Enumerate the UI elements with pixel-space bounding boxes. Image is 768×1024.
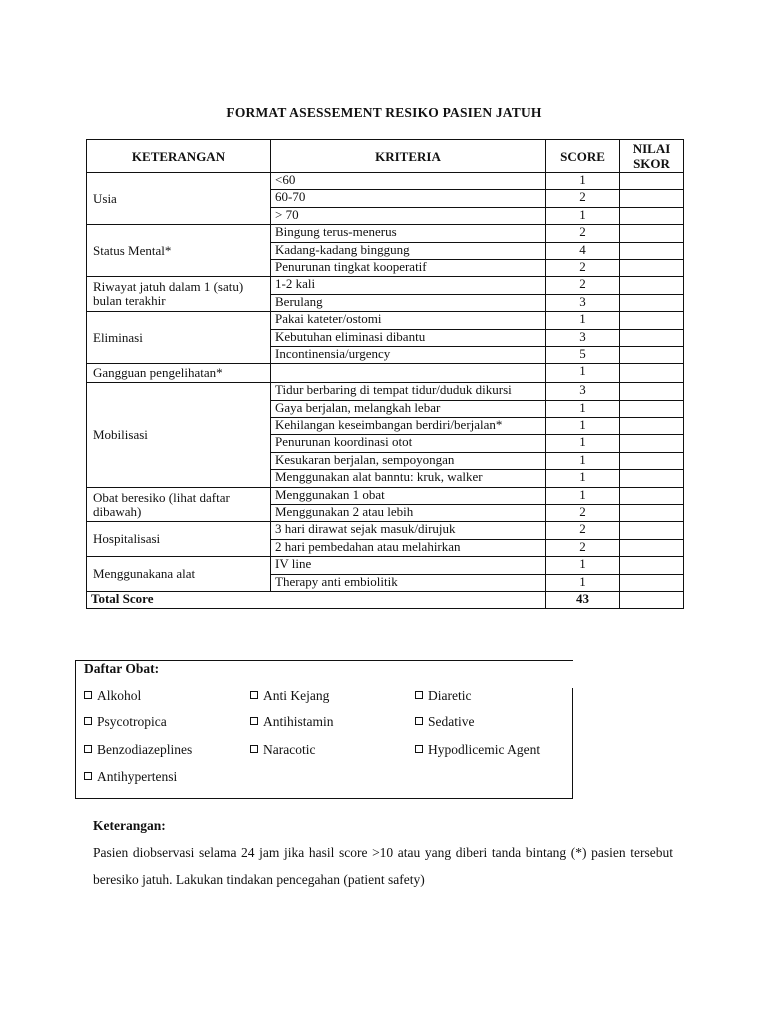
drug-item: Diaretic [415, 688, 471, 704]
total-nilai-skor-cell [620, 591, 684, 608]
page-title: FORMAT ASESSEMENT RESIKO PASIEN JATUH [226, 105, 542, 120]
nilai-skor-cell [620, 539, 684, 556]
drug-item: Antihistamin [250, 714, 334, 730]
nilai-skor-cell [620, 294, 684, 311]
box-right-border [572, 688, 573, 798]
score-cell: 1 [546, 312, 620, 329]
kriteria-cell: 3 hari dirawat sejak masuk/dirujuk [271, 522, 546, 539]
score-cell: 4 [546, 242, 620, 259]
kriteria-cell: Penurunan tingkat kooperatif [271, 259, 546, 276]
score-cell: 1 [546, 574, 620, 591]
nilai-skor-cell [620, 452, 684, 469]
kriteria-cell: Berulang [271, 294, 546, 311]
keterangan-title: Keterangan: [93, 818, 166, 833]
table-row [87, 277, 684, 294]
kriteria-cell: 1-2 kali [271, 277, 546, 294]
checkbox-icon [84, 772, 92, 780]
score-cell: 1 [546, 435, 620, 452]
checkbox-icon [415, 691, 423, 699]
header-keterangan: KETERANGAN [87, 140, 271, 173]
keterangan-cell: Gangguan pengelihatan* [87, 364, 271, 383]
table-row [87, 225, 684, 242]
keterangan-cell: Riwayat jatuh dalam 1 (satu) bulan terakhir [87, 277, 271, 312]
score-cell: 5 [546, 346, 620, 363]
kriteria-cell: Bingung terus-menerus [271, 225, 546, 242]
risk-assessment-table [86, 139, 684, 609]
checkbox-icon [84, 745, 92, 753]
kriteria-cell: > 70 [271, 207, 546, 224]
nilai-skor-cell [620, 346, 684, 363]
table-row [87, 173, 684, 190]
nilai-skor-cell [620, 277, 684, 294]
kriteria-cell: 2 hari pembedahan atau melahirkan [271, 539, 546, 556]
keterangan-cell: Hospitalisasi [87, 522, 271, 557]
kriteria-cell: IV line [271, 557, 546, 574]
score-cell: 1 [546, 400, 620, 417]
keterangan-text: Pasien diobservasi selama 24 jam jika hasil score >10 atau yang diberi tanda bintang (*) pasien tersebut beresiko jatuh. Lakukan tindakan pencegahan (patient safety) [93, 845, 673, 887]
score-cell: 1 [546, 207, 620, 224]
keterangan-cell: Status Mental* [87, 225, 271, 277]
score-cell: 3 [546, 294, 620, 311]
score-cell: 2 [546, 522, 620, 539]
nilai-skor-cell [620, 487, 684, 504]
table-row [87, 364, 684, 383]
total-row [87, 591, 684, 608]
checkbox-icon [84, 717, 92, 725]
kriteria-cell: Kadang-kadang binggung [271, 242, 546, 259]
nilai-skor-cell [620, 173, 684, 190]
score-cell: 1 [546, 418, 620, 435]
table-row [87, 557, 684, 574]
checkbox-icon [84, 691, 92, 699]
score-cell: 3 [546, 329, 620, 346]
nilai-skor-cell [620, 574, 684, 591]
kriteria-cell: Menggunakan 2 atau lebih [271, 505, 546, 522]
kriteria-cell: Kehilangan keseimbangan berdiri/berjalan* [271, 418, 546, 435]
nilai-skor-cell [620, 470, 684, 487]
checkbox-icon [415, 745, 423, 753]
kriteria-cell: Gaya berjalan, melangkah lebar [271, 400, 546, 417]
nilai-skor-cell [620, 329, 684, 346]
kriteria-cell [271, 364, 546, 383]
daftar-obat-title: Daftar Obat: [84, 661, 160, 676]
drug-item: Benzodiazeplines [84, 742, 192, 758]
kriteria-cell: Incontinensia/urgency [271, 346, 546, 363]
nilai-skor-cell [620, 418, 684, 435]
header-kriteria: KRITERIA [271, 140, 546, 173]
kriteria-cell: Tidur berbaring di tempat tidur/duduk dikursi [271, 383, 546, 400]
nilai-skor-cell [620, 557, 684, 574]
total-score-label: Total Score [87, 591, 546, 608]
kriteria-cell: <60 [271, 173, 546, 190]
score-cell: 1 [546, 487, 620, 504]
checkbox-icon [415, 717, 423, 725]
risk-table-body [87, 173, 684, 609]
drug-item: Psycotropica [84, 714, 167, 730]
kriteria-cell: Therapy anti embiolitik [271, 574, 546, 591]
score-cell: 2 [546, 539, 620, 556]
keterangan-cell: Mobilisasi [87, 383, 271, 487]
nilai-skor-cell [620, 505, 684, 522]
score-cell: 2 [546, 505, 620, 522]
score-cell: 2 [546, 190, 620, 207]
drug-item: Anti Kejang [250, 688, 329, 704]
score-cell: 3 [546, 383, 620, 400]
header-score: SCORE [546, 140, 620, 173]
keterangan-cell: Usia [87, 173, 271, 225]
score-cell: 1 [546, 173, 620, 190]
kriteria-cell: Kesukaran berjalan, sempoyongan [271, 452, 546, 469]
checkbox-icon [250, 717, 258, 725]
table-row [87, 383, 684, 400]
nilai-skor-cell [620, 383, 684, 400]
total-score-value: 43 [546, 591, 620, 608]
daftar-obat-box [75, 660, 573, 799]
score-cell: 2 [546, 225, 620, 242]
keterangan-cell: Eliminasi [87, 312, 271, 364]
score-cell: 1 [546, 364, 620, 383]
header-nilai-skor: NILAI SKOR [620, 140, 684, 173]
drug-item: Naracotic [250, 742, 315, 758]
score-cell: 1 [546, 470, 620, 487]
nilai-skor-cell [620, 242, 684, 259]
table-row [87, 487, 684, 504]
nilai-skor-cell [620, 225, 684, 242]
kriteria-cell: Menggunakan alat banntu: kruk, walker [271, 470, 546, 487]
nilai-skor-cell [620, 364, 684, 383]
drug-item: Alkohol [84, 688, 141, 704]
keterangan-cell: Obat beresiko (lihat daftar dibawah) [87, 487, 271, 522]
nilai-skor-cell [620, 207, 684, 224]
nilai-skor-cell [620, 190, 684, 207]
table-row [87, 312, 684, 329]
nilai-skor-cell [620, 312, 684, 329]
kriteria-cell: Kebutuhan eliminasi dibantu [271, 329, 546, 346]
drug-item: Hypodlicemic Agent [415, 742, 540, 758]
drug-item: Sedative [415, 714, 475, 730]
score-cell: 1 [546, 557, 620, 574]
drug-item: Antihypertensi [84, 769, 177, 785]
nilai-skor-cell [620, 522, 684, 539]
kriteria-cell: 60-70 [271, 190, 546, 207]
score-cell: 2 [546, 277, 620, 294]
kriteria-cell: Menggunakan 1 obat [271, 487, 546, 504]
table-row [87, 522, 684, 539]
nilai-skor-cell [620, 400, 684, 417]
checkbox-icon [250, 745, 258, 753]
nilai-skor-cell [620, 259, 684, 276]
keterangan-cell: Menggunakana alat [87, 557, 271, 592]
nilai-skor-cell [620, 435, 684, 452]
score-cell: 1 [546, 452, 620, 469]
checkbox-icon [250, 691, 258, 699]
kriteria-cell: Pakai kateter/ostomi [271, 312, 546, 329]
kriteria-cell: Penurunan koordinasi otot [271, 435, 546, 452]
score-cell: 2 [546, 259, 620, 276]
